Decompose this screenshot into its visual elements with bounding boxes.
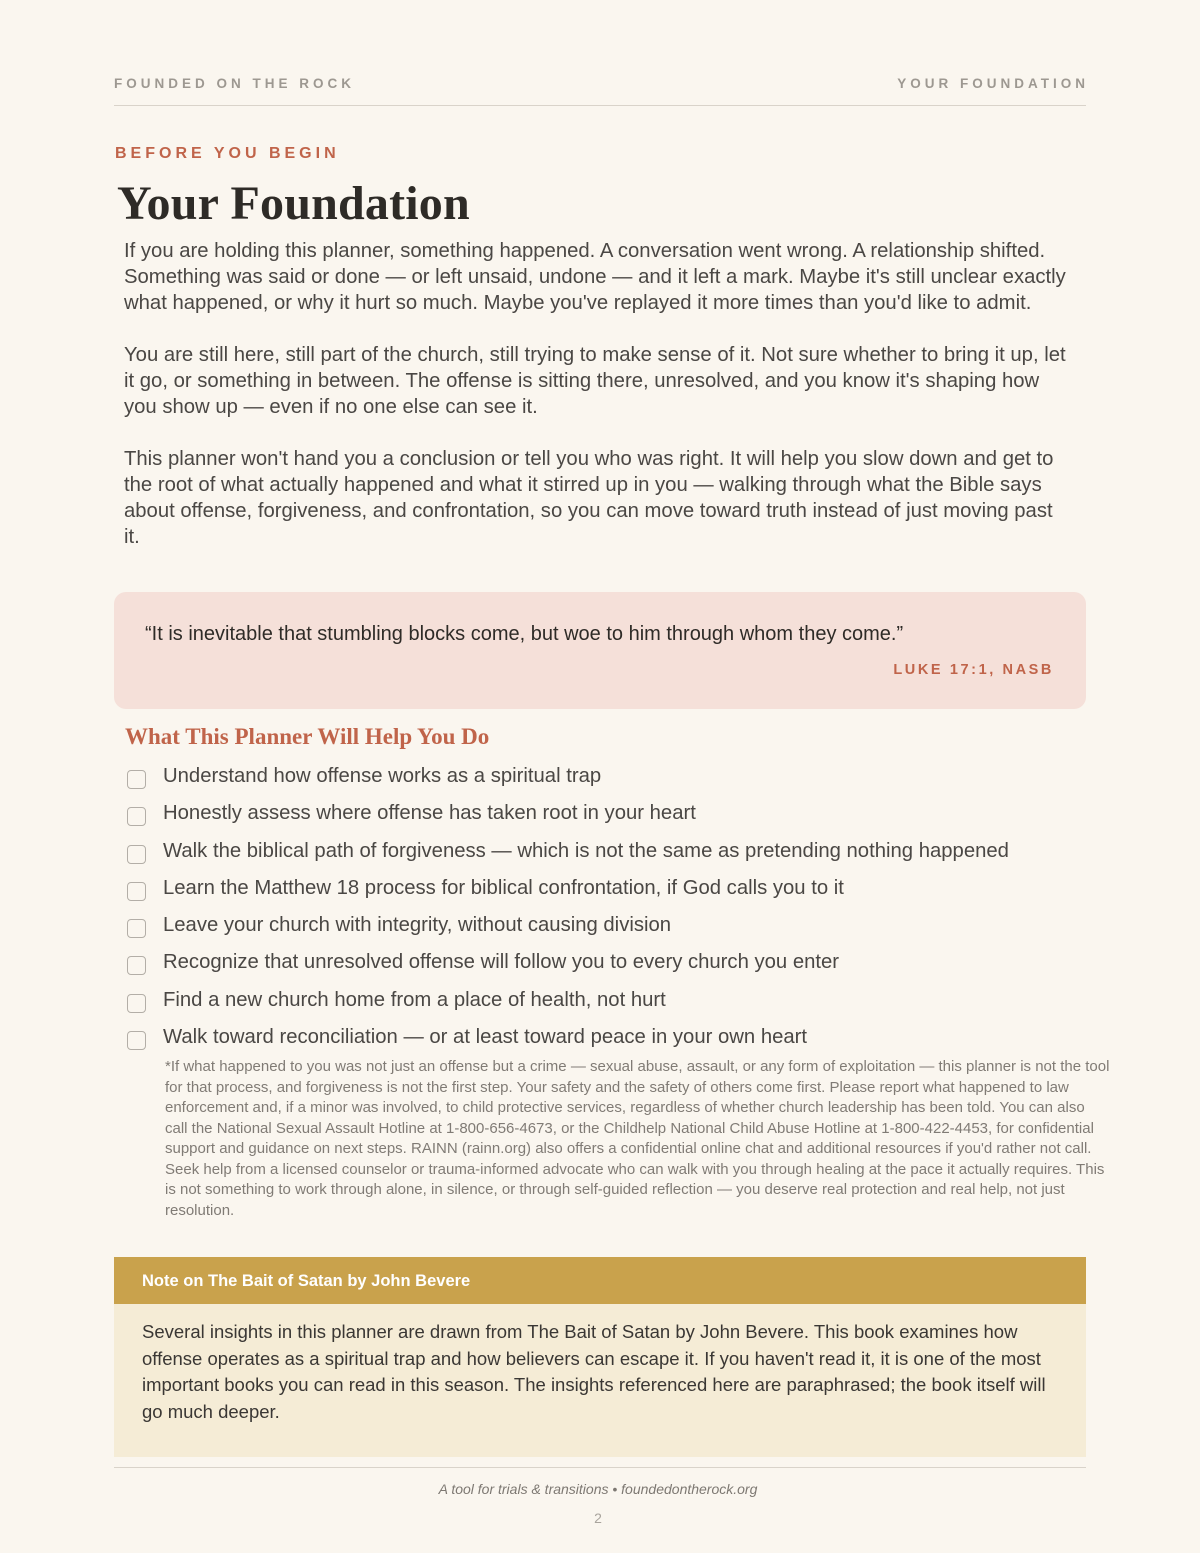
checklist-item (127, 763, 1107, 800)
intro-paragraph-3: This planner won't hand you a conclusion or tell you who was right. It will help you slow down and get to the root of what actually happened and what it stirred up in you — walking through what the Bible says about offense, forgiveness, and confrontation, so you can move toward truth instead of just moving past it. (124, 448, 1054, 548)
checkbox[interactable] (127, 919, 146, 938)
checklist-item-label: Leave your church with integrity, without causing division (163, 914, 672, 937)
checklist-item (127, 987, 1107, 1024)
intro-paragraph-2: You are still here, still part of the church, still trying to make sense of it. Not sure whether to bring it up, let it go, or something in between. The offense is sitting there, unresolved, and you know it's shaping how you show up — even if no one else can see it. (124, 344, 1066, 418)
page-title: Your Foundation (117, 177, 470, 230)
checkbox[interactable] (127, 956, 146, 975)
footer-divider (114, 1467, 1086, 1468)
checkbox[interactable] (127, 1031, 146, 1050)
checklist-item (127, 838, 1107, 875)
checklist-item-label: Walk the biblical path of forgiveness — which is not the same as pretending nothing happened (163, 839, 1009, 862)
checklist-item (127, 949, 1107, 986)
footer-text: A tool for trials & transitions • foundedontherock.org (438, 1481, 758, 1497)
intro-paragraph-1: If you are holding this planner, something happened. A conversation went wrong. A relationship shifted. Something was said or done — or left unsaid, undone — and it left a mark. Maybe it's still unclear exactly what happened, or why it hurt so much. Maybe you've replayed it more times than you'd like to admit. (124, 240, 1066, 314)
checklist-item-label: Find a new church home from a place of health, not hurt (163, 988, 666, 1011)
checkbox[interactable] (127, 770, 146, 789)
checklist-item-label: Walk toward reconciliation — or at least toward peace in your own heart (163, 1026, 808, 1049)
checklist-item-label: Understand how offense works as a spiritual trap (163, 765, 602, 787)
checkbox[interactable] (127, 882, 146, 901)
checkbox[interactable] (127, 845, 146, 864)
checklist-item-label: Learn the Matthew 18 process for biblical confrontation, if God calls you to it (163, 876, 844, 899)
checklist-item-label: Recognize that unresolved offense will follow you to every church you enter (163, 951, 840, 974)
running-header-left: FOUNDED ON THE ROCK (114, 76, 355, 91)
running-header-right: YOUR FOUNDATION (897, 76, 1089, 91)
page-number: 2 (594, 1510, 602, 1526)
checkbox[interactable] (127, 994, 146, 1013)
checklist-item (127, 800, 1107, 837)
running-header (114, 76, 1089, 106)
checklist-item (127, 875, 1107, 912)
checklist-item (127, 1024, 1107, 1061)
checklist-item (127, 912, 1107, 949)
checklist (127, 763, 1107, 1061)
checkbox[interactable] (127, 807, 146, 826)
scripture-reference: LUKE 17:1, NASB (893, 662, 1054, 678)
intro-text (124, 238, 1074, 576)
section-eyebrow: BEFORE YOU BEGIN (115, 145, 340, 162)
scripture-quote-box (114, 592, 1086, 709)
book-note-header (114, 1257, 1086, 1304)
checklist-title: What This Planner Will Help You Do (125, 724, 490, 749)
safety-disclaimer: *If what happened to you was not just an offense but a crime — sexual abuse, assault, or any form of exploitation — this planner is not the tool for that process, and forgiveness is not the first step. Your safety and the safety of others come first. Please report what happened to law enforcement and, if a minor was involved, to child protective services, regardless of whether church leadership has been told. You can also call the National Sexual Assault Hotline at 1-800-656-4673, or the Childhelp National Child Abuse Hotline at 1-800-422-4453, for confidential support and guidance on next steps. RAINN (rainn.org) also offers a confidential online chat and additional resources if you'd rather not call. Seek help from a licensed counselor or trauma-informed advocate who can walk with you through healing at the pace it actually requires. This is not something to work through alone, in silence, or through self-guided reflection — you deserve real protection and real help, not just resolution. (165, 1058, 1110, 1219)
checklist-item-label: Honestly assess where offense has taken root in your heart (163, 802, 696, 825)
book-note-title: Note on The Bait of Satan by John Bevere (142, 1272, 471, 1290)
book-note-body: Several insights in this planner are drawn from The Bait of Satan by John Bevere. This book examines how offense operates as a spiritual trap and how believers can escape it. If you haven't read it, it is one of the most important books you can read in this season. The insights referenced here are paraphrased; the book itself will go much deeper. (142, 1321, 1046, 1422)
scripture-quote: “It is inevitable that stumbling blocks come, but woe to him through whom they come.” (145, 623, 904, 645)
book-note-box (114, 1257, 1086, 1457)
